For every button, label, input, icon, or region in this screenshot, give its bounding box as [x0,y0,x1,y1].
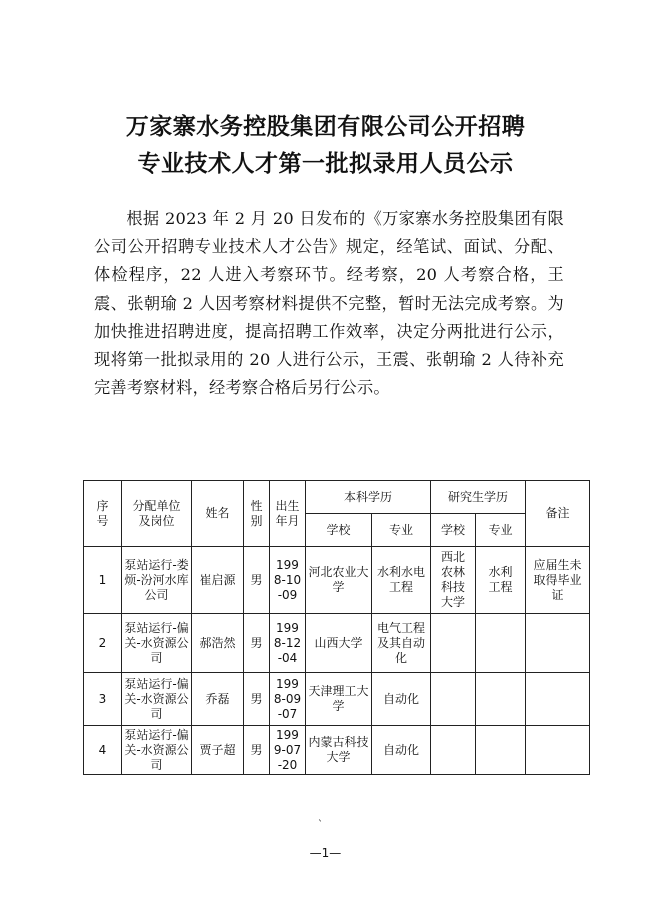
cell-seq: 3 [84,673,122,726]
cell-remark [526,673,590,726]
document-title-line-2: 专业技术人才第一批拟录用人员公示 [137,151,514,177]
page-number: —1— [309,846,342,860]
header-unit: 分配单位及岗位 [122,481,192,547]
cell-grad-major [476,726,526,775]
header-grad-school: 学校 [431,514,476,547]
announcement-paragraph: 根据 2023 年 2 月 20 日发布的《万家寨水务控股集团有限公司公开招聘专业技术人才公告》规定，经笔试、面试、分配、体检程序，22 人进入考察环节。经考察，20 人考察合格，王震、张朝瑜 2 人因考察材料提供不完整，暂时无法完成考察。为加快推进招聘进度，提高招聘工作效率，决定分两批进行公示，现将第一批拟录用的 20 人进行公示，王震、张朝瑜 2 人待补充完善考察材料，经考察合格后另行公示。 [94,209,564,398]
cell-major: 自动化 [372,673,431,726]
header-name: 姓名 [192,481,244,547]
cell-major: 自动化 [372,726,431,775]
header-school: 学校 [306,514,372,547]
cell-remark [526,726,590,775]
cell-unit: 泵站运行-偏关-水资源公司 [122,614,192,673]
cell-grad-school: 西北农林科技大学 [431,547,476,614]
header-major: 专业 [372,514,431,547]
cell-school: 内蒙古科技大学 [306,726,372,775]
table-row [84,547,590,614]
cell-major: 电气工程及其自动化 [372,614,431,673]
cell-gender: 男 [244,726,270,775]
table-row [84,726,590,775]
cell-birth: 1998-10-09 [270,547,306,614]
cell-school: 山西大学 [306,614,372,673]
cell-major: 水利水电工程 [372,547,431,614]
cell-grad-school [431,726,476,775]
cell-name: 贾子超 [192,726,244,775]
header-undergrad: 本科学历 [306,481,431,514]
cell-name: 乔磊 [192,673,244,726]
cell-unit: 泵站运行-偏关-水资源公司 [122,726,192,775]
header-birth: 出生年月 [270,481,306,547]
cell-gender: 男 [244,673,270,726]
page-mark: ` [318,820,323,831]
cell-grad-major: 水利工程 [476,547,526,614]
table-row [84,673,590,726]
cell-unit: 泵站运行-娄烦-汾河水库公司 [122,547,192,614]
candidate-table [83,480,590,775]
cell-name: 郝浩然 [192,614,244,673]
cell-school: 天津理工大学 [306,673,372,726]
header-grad-major: 专业 [476,514,526,547]
header-graduate: 研究生学历 [431,481,526,514]
header-remark: 备注 [526,481,590,547]
cell-remark: 应届生未取得毕业证 [526,547,590,614]
cell-seq: 1 [84,547,122,614]
cell-school: 河北农业大学 [306,547,372,614]
cell-seq: 4 [84,726,122,775]
cell-birth: 1999-07-20 [270,726,306,775]
cell-grad-major [476,673,526,726]
cell-name: 崔启源 [192,547,244,614]
cell-unit: 泵站运行-偏关-水资源公司 [122,673,192,726]
cell-birth: 1998-12-04 [270,614,306,673]
document-title-line-1: 万家寨水务控股集团有限公司公开招聘 [125,114,526,140]
cell-gender: 男 [244,547,270,614]
table-row [84,614,590,673]
cell-grad-major [476,614,526,673]
header-gender: 性别 [244,481,270,547]
cell-gender: 男 [244,614,270,673]
header-seq: 序号 [84,481,122,547]
cell-birth: 1998-09-07 [270,673,306,726]
cell-seq: 2 [84,614,122,673]
cell-remark [526,614,590,673]
cell-grad-school [431,673,476,726]
cell-grad-school [431,614,476,673]
